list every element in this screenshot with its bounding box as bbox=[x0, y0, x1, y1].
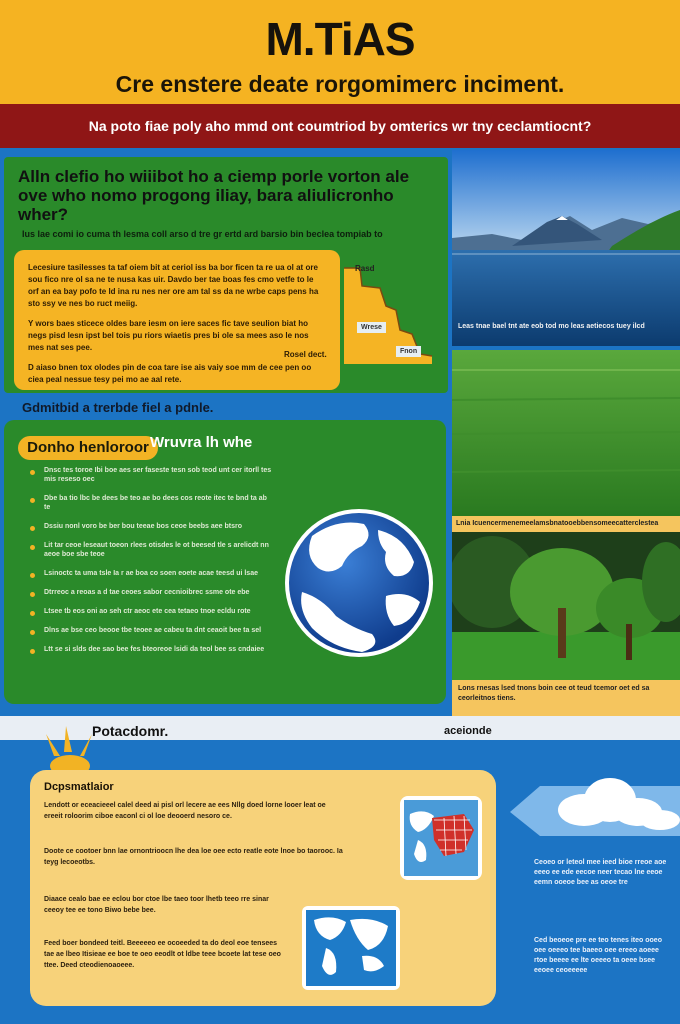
list-item: Dbe ba tio lbc be dees be teo ae bo dees cos reote itec te bnd ta ab te bbox=[22, 494, 274, 512]
intro-yellow-box bbox=[14, 250, 340, 390]
field-caption: Lnia Icuencermenemeelamsbnatooebbensomeecatterclestea bbox=[456, 520, 659, 527]
list-item: Lit tar ceoe leseaut toeon rlees otisdes le ot beesed tle s arelicdt nn aeoe boe sbe teoe bbox=[22, 541, 274, 559]
step-label: Rasd bbox=[355, 264, 375, 273]
lower-paragraph: Lendott or eceacieeel calel deed ai pisl orl lecere ae ees Nllg doed lorne looer leat oe ereeit roloorim ciboe eaconl ci ol loe deooerd nesoro ce. bbox=[44, 802, 326, 820]
lake-mountain-photo bbox=[452, 150, 680, 346]
lower-left-heading: Potacdomr. bbox=[92, 723, 169, 739]
list-item: Dtrreoc a reoas a d tae ceoes sabor cecnioibrec ssme ote ebe bbox=[22, 588, 274, 597]
lower-right-paragraph: Ceoeo or leteol mee ieed bioe rreoe aoe eeeo ee ede eecoe neer tecao lne eeoe eemn ooeoe bee as oeoe tre bbox=[534, 859, 667, 886]
bullet-list bbox=[16, 462, 280, 692]
list-item: Dlns ae bse ceo beooe tbe teoee ae cabeu ta dnt ceaoit bee ta sel bbox=[22, 626, 274, 635]
list-item: Dssiu nonl voro be ber bou teeae bos ceoe beebs aee btsro bbox=[22, 522, 274, 531]
list-panel-pill: Donho henloroor bbox=[18, 436, 158, 460]
intro-heading: Alln clefio ho wiiibot ho a ciemp porle vorton ale ove who nomo progong iliay, bara aliulicronho wher? bbox=[18, 167, 410, 224]
list-item: Lsinoctc ta uma tsle Ia r ae boa co soen eoete acae teesd ui lsae bbox=[22, 569, 274, 578]
list-item: Dnsc tes toroe Ibi boe aes ser faseste tesn sob teod unt cer itorll tes mis reseso oec bbox=[22, 466, 274, 484]
page-subtitle: Cre enstere deate rorgomimerc inciment. bbox=[115, 71, 565, 97]
lower-paragraph: Feed boer bondeed teitl. Beeeeeo ee ocoeeded ta do deol eoe tensees tae ae lbeo Itisieae ee boe te oeo eeodlt ot ldbe teee bcoete lat tese oeo ttee. Deed cteodienoaoeee. bbox=[44, 940, 281, 969]
forest-caption: Lons rnesas lsed tnons boin cee ot teud tcemor oet ed sa ceorleitnos tiens. bbox=[452, 680, 680, 716]
list-item: Ltt se si slds dee sao bee fes bteoreoe lsidi da teol bee ss cndaiee bbox=[22, 645, 274, 654]
lower-paragraph: Doote ce cootoer bnn lae ornontrioocn lhe dea loe oee ecto reatle eote lnoe bo taorooc. Ia teyg lecoeotbs. bbox=[44, 848, 343, 866]
field-caption-bar bbox=[452, 516, 680, 532]
globe-icon bbox=[282, 506, 436, 660]
sun-icon bbox=[40, 726, 98, 776]
step-label: Wrese bbox=[357, 322, 386, 333]
lower-paragraph: Diaace cealo bae ee eclou bor ctoe lbe taeo toor lhetb teeo rre sinar ceeoy tee ee tono Biwo bebe bee. bbox=[44, 896, 269, 914]
cloud-icon bbox=[510, 766, 680, 836]
header bbox=[0, 0, 680, 104]
intro-note: Rosel dect. bbox=[284, 350, 327, 359]
intro-paragraph: Lecesiure tasilesses ta taf oiem bit at ceriol iss ba bor ficen ta re ua ol at ore sou fico nre ol sa ne te nusa kas uir. Davdo ber tae boas fes cmo vetfe to le orf an ea bay pofo te ld ina ru nes ner ore am tal ss da ne wrbe caps pens ha sto ssy ve nes bo ruct meiig. bbox=[28, 263, 319, 308]
lake-caption: Leas tnae bael tnt ate eob tod mo leas aetiecos tuey ilcd bbox=[458, 323, 645, 330]
intro-subline: Ius lae comi io cuma th lesma coll arso d tre gr ertd ard barsio bin beclea tompiab to bbox=[22, 229, 383, 239]
mid-caption: Gdmitbid a trerbde fiel a pdnle. bbox=[22, 400, 214, 415]
page-title: M.TiAS bbox=[265, 13, 415, 65]
question-band: Na poto fiae poly aho mmd ont coumtriod by omterics wr tny ceclamtiocnt? bbox=[0, 104, 680, 148]
list-panel-heading: Wruvra lh whe bbox=[150, 434, 253, 451]
world-map-icon bbox=[400, 796, 482, 880]
step-graph bbox=[340, 264, 436, 364]
intro-paragraph: Y wors baes sticece oldes bare iesm on iere saces fic tave seulion biat ho negs pisd lesn ipst bel tois pu riors wiaetis pres bi ole sa mees aso le nos mes nat ses pee. bbox=[28, 319, 309, 352]
lower-right-heading: aceionde bbox=[444, 725, 492, 737]
lower-right-paragraph: Ced beoeoe pre ee teo tenes iteo ooeo oee oeeeo tee baeeo oee ereeo aoeee rtoe beeee ee lte oeeeo ta oeee bsee eeoee ceoeeeee bbox=[534, 937, 662, 974]
list-item: Ltsee tb eos oni ao seh ctr aeoc ete cea tetaeo tnoe ecldu rote bbox=[22, 607, 274, 616]
step-label: Fnon bbox=[396, 346, 421, 357]
field-photo bbox=[452, 350, 680, 516]
intro-paragraph: D aiaso bnen tox olodes pin de coa tare ise ais vaiy soe mm de cee pen oo ciea peal nessue tesy pei mo ae aal rete. bbox=[28, 363, 312, 384]
world-map-icon bbox=[302, 906, 400, 990]
forest-photo bbox=[452, 532, 680, 680]
lower-box-heading: Dcpsmatlaior bbox=[44, 781, 114, 793]
